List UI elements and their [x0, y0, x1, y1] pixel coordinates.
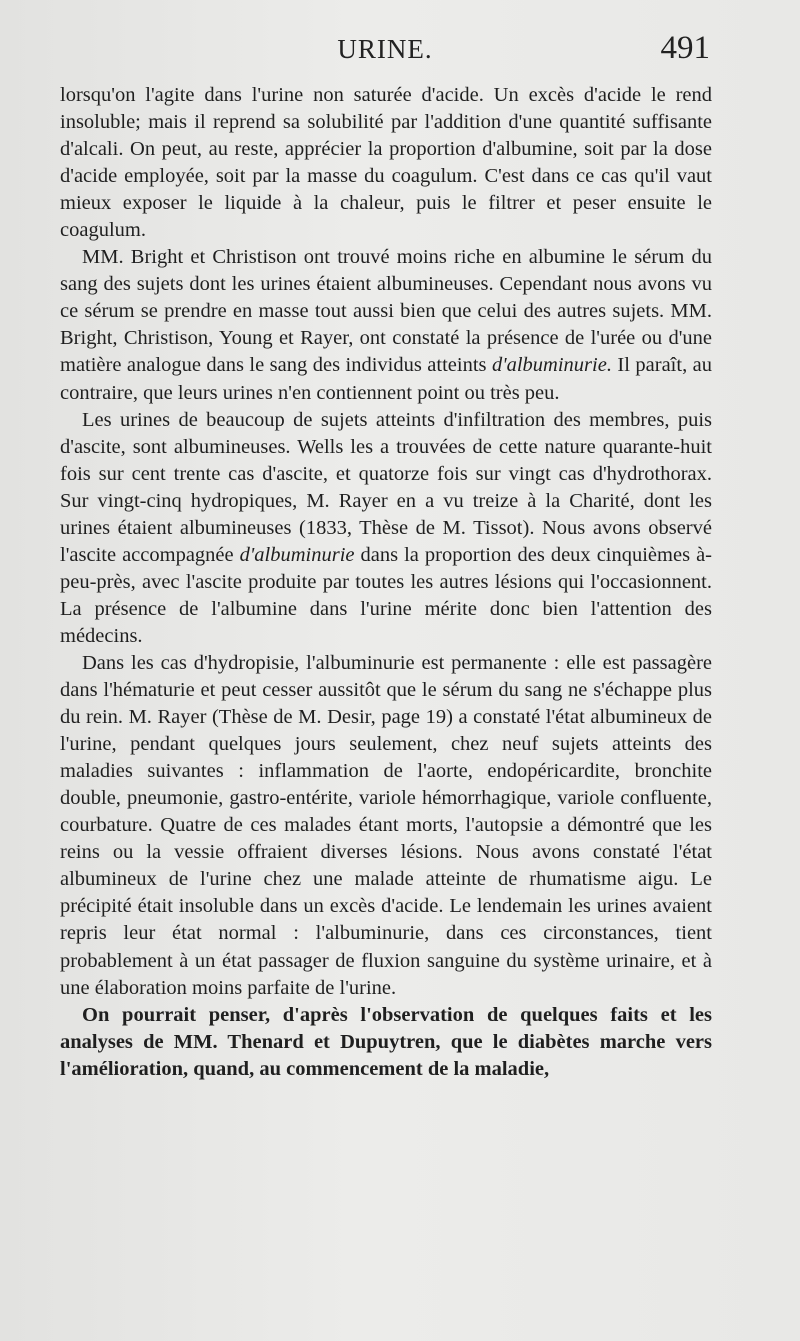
paragraph-2-text-before: MM. Bright et Christison ont trouvé moins riche en albumine le sérum du sang des sujets dont les urines étaient albumineuses. Cependant nous avons vu ce sérum se prendre en masse tout aussi bien que celui des autres sujets. MM. Bright, Christison, Young et Rayer, ont constaté la présence de l'urée ou d'une matière analogue dans le sang des individus atteints [60, 246, 712, 377]
paragraph-2-italic-term: d'albuminurie. [491, 354, 612, 377]
paragraph-5: On pourrait penser, d'après l'observation de quelques faits et les analyses de MM. Thenard et Dupuytren, que le diabètes marche vers l'amélioration, quand, au commencement de la maladie, [60, 1003, 712, 1080]
running-head: URINE. [337, 34, 433, 64]
paragraph-3 [60, 407, 712, 650]
page-number: 491 [660, 30, 710, 66]
paragraph-1: lorsqu'on l'agite dans l'urine non saturée d'acide. Un excès d'acide le rend insoluble; mais il reprend sa solubilité par l'addition d'une quantité suffisante d'alcali. On peut, au reste, apprécier la proportion d'albumine, soit par la dose d'acide employée, soit par la masse du coagulum. C'est dans ce cas qu'il vaut mieux exposer le liquide à la chaleur, puis le filtrer et peser ensuite le coagulum. [60, 84, 712, 242]
paragraph-3-text-before: Les urines de beaucoup de sujets atteints d'infiltration des membres, puis d'ascite, sont albumineuses. Wells les a trouvées de cette nature quarante-huit fois sur cent trente cas d'ascite, et quatorze fois sur vingt cas d'hydrothorax. Sur vingt-cinq hydropiques, M. Rayer en a vu treize à la Charité, dont les urines étaient albumineuses (1833, Thèse de M. Tissot). Nous avons observé l'ascite accompagnée [60, 408, 712, 566]
paragraph-2 [60, 244, 712, 406]
paragraph-4: Dans les cas d'hydropisie, l'albuminurie est permanente : elle est passagère dans l'hématurie et peut cesser aussitôt que le sérum du sang ne s'échappe plus du rein. M. Rayer (Thèse de M. Desir, page 19) a constaté l'état albumineux de l'urine, pendant quelques jours seulement, chez neuf sujets atteints des maladies suivantes : inflammation de l'aorte, endopéricardite, bronchite double, pneumonie, gastro-entérite, variole hémorrhagique, variole confluente, courbature. Quatre de ces malades étant morts, l'autopsie a démontré que les reins ou la vessie offraient diverses lésions. Nous avons constaté l'état albumineux de l'urine chez une malade atteinte de rhumatisme aigu. Le précipité était insoluble dans un excès d'acide. Le lendemain les urines avaient repris leur état normal : l'albuminurie, dans ces circonstances, tient probablement à un état passager de fluxion sanguine du système urinaire, et à une élaboration moins parfaite de l'urine. [60, 651, 712, 999]
page-header [60, 30, 710, 78]
paragraph-2-text-after: Il paraît, au contraire, que leurs urines n'en contiennent point ou très peu. [60, 354, 713, 404]
paragraph-3-italic-term: d'albuminurie [239, 543, 355, 566]
body-text [60, 82, 712, 1083]
paragraph-3-text-after: dans la proportion des deux cinquièmes à-peu-près, avec l'ascite produite par toutes les autres lésions qui l'occasionnent. La présence de l'albumine dans l'urine mérite donc bien l'attention des médecins. [60, 543, 712, 647]
